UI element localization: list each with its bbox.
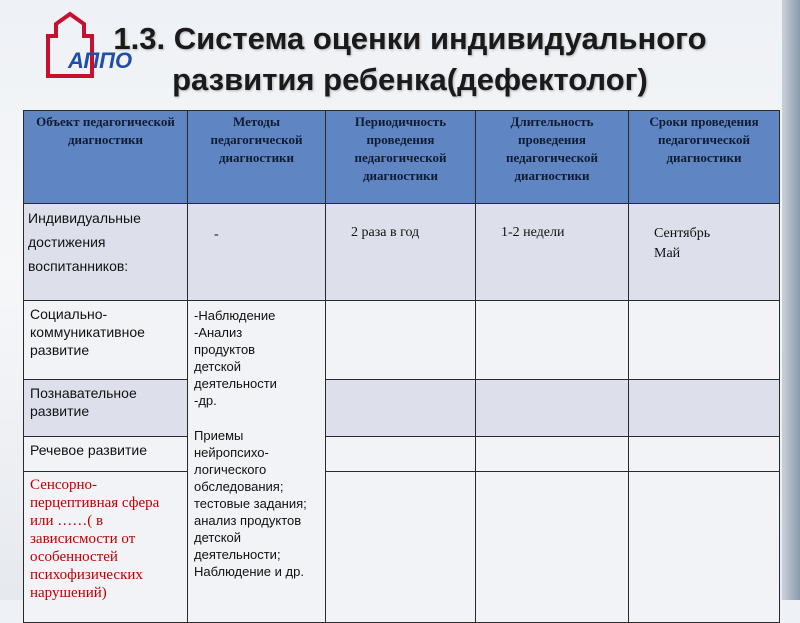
table-row — [24, 380, 780, 437]
logo-text: АППО — [68, 48, 133, 73]
methods-line: Наблюдение и др. — [194, 564, 304, 579]
methods-line: детской — [194, 359, 242, 374]
cell-methods-dash: - — [188, 204, 326, 301]
methods-line: логического — [194, 462, 267, 477]
cell-methods-list — [188, 301, 326, 623]
title-line-1: 1.3. Система оценки индивидуального — [113, 21, 707, 56]
cell-empty — [476, 380, 629, 437]
cell-empty — [629, 301, 780, 380]
methods-line: -Анализ — [194, 325, 243, 340]
header-terms: Сроки проведения педагогической диагностики — [629, 111, 780, 204]
methods-gap — [194, 409, 321, 427]
cell-area-speech: Речевое развитие — [24, 437, 188, 472]
cell-periodicity: 2 раза в год — [326, 204, 476, 301]
table-row — [24, 301, 780, 380]
table-row — [24, 437, 780, 472]
diagnostics-table — [23, 110, 780, 623]
cell-empty — [326, 301, 476, 380]
slide-edge-strip — [782, 0, 800, 600]
cell-duration: 1-2 недели — [476, 204, 629, 301]
methods-line: Приемы — [194, 428, 244, 443]
methods-line: нейропсихо- — [194, 445, 269, 460]
cell-empty — [476, 301, 629, 380]
cell-object-achievements: Индивидуальные достижения воспитанников: — [24, 204, 188, 301]
methods-line: продуктов — [194, 342, 256, 357]
header-methods: Методы педагогической диагностики — [188, 111, 326, 204]
cell-area-social: Социально-коммуникативное развитие — [24, 301, 188, 380]
methods-line: анализ продуктов — [194, 513, 302, 528]
methods-line: детской — [194, 530, 242, 545]
methods-line: обследования; — [194, 479, 284, 494]
terms-line-1: Сентябрь — [654, 226, 711, 241]
cell-empty — [476, 437, 629, 472]
cell-empty — [629, 437, 780, 472]
cell-area-sensory: Сенсорно-перцептивная сфера или ……( в зависисмости от особенностей психофизических нарушений) — [24, 472, 188, 623]
header-duration: Длительность проведения педагогической диагностики — [476, 111, 629, 204]
cell-terms — [629, 204, 780, 301]
methods-line: -Наблюдение — [194, 308, 276, 323]
table-row — [24, 204, 780, 301]
methods-line: -др. — [194, 393, 217, 408]
methods-line: деятельности; — [194, 547, 281, 562]
cell-area-cognitive: Познавательное развитие — [24, 380, 188, 437]
cell-empty — [326, 380, 476, 437]
cell-empty — [326, 437, 476, 472]
methods-line: тестовые задания; — [194, 496, 307, 511]
terms-line-2: Май — [654, 246, 681, 261]
methods-line: деятельности — [194, 376, 277, 391]
slide-title — [70, 18, 750, 100]
cell-empty — [629, 380, 780, 437]
table-header-row — [24, 111, 780, 204]
title-line-2: развития ребенка(дефектолог) — [172, 62, 648, 97]
header-object: Объект педагогической диагностики — [24, 111, 188, 204]
header-periodicity: Периодичность проведения педагогической диагностики — [326, 111, 476, 204]
